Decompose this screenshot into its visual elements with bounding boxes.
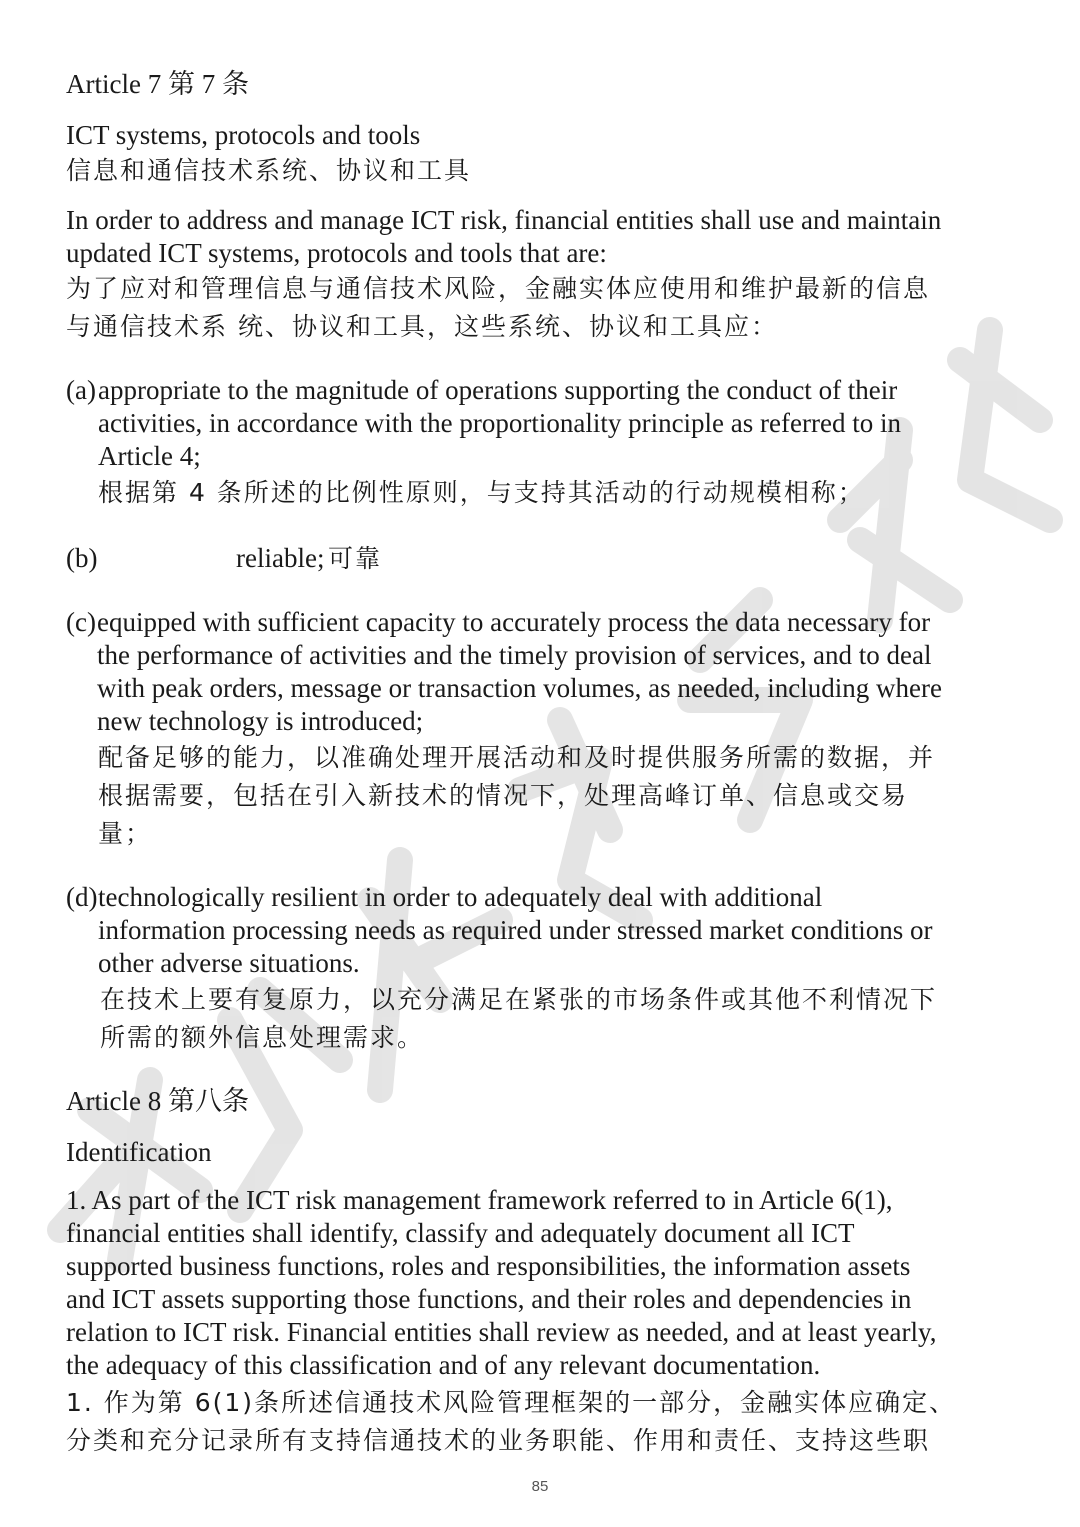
item-d-marker: (d) xyxy=(66,882,98,912)
article-8-para1-en xyxy=(66,1184,936,1382)
item-a-en-line: activities, in accordance with the proportionality principle as referred to in xyxy=(98,408,901,438)
article-7-title-zh: 信息和通信技术系统、协议和工具 xyxy=(66,156,472,185)
para1-en-line: 1. As part of the ICT risk management framework referred to in Article 6(1), xyxy=(66,1185,893,1215)
article-7-heading: Article 7 第 7 条 xyxy=(66,69,249,99)
item-a-en-line: appropriate to the magnitude of operations supporting the conduct of their xyxy=(98,375,898,405)
article-8-title: Identification xyxy=(66,1137,212,1167)
item-b-en: reliable; xyxy=(236,543,325,573)
intro-zh-line: 为了应对和管理信息与通信技术风险，金融实体应使用和维护最新的信息 xyxy=(66,274,931,303)
article-8-para1-zh xyxy=(66,1384,956,1460)
item-a-en-line: Article 4; xyxy=(98,441,201,471)
item-b-zh: 可靠 xyxy=(328,544,383,573)
item-c-zh xyxy=(98,739,935,853)
item-c-zh-line: 配备足够的能力，以准确处理开展活动和及时提供服务所需的数据，并 xyxy=(98,743,936,772)
para1-en-line: financial entities shall identify, classify and adequately document all ICT xyxy=(66,1218,855,1248)
intro-en-line: In order to address and manage ICT risk, financial entities shall use and maintain xyxy=(66,205,942,235)
item-c-zh-line: 根据需要，包括在引入新技术的情况下，处理高峰订单、信息或交易 xyxy=(98,781,909,810)
item-c-en-line: with peak orders, message or transaction volumes, as needed, including where xyxy=(97,673,942,703)
item-c-zh-line: 量； xyxy=(98,819,153,848)
item-c-en-line: equipped with sufficient capacity to accurately process the data necessary for xyxy=(97,607,931,637)
article-7-title-en: ICT systems, protocols and tools xyxy=(66,120,421,150)
para1-en-line: relation to ICT risk. Financial entities shall review as needed, and at least yearly, xyxy=(66,1317,937,1347)
item-c-en-line: the performance of activities and the timely provision of services, and to deal xyxy=(97,640,932,670)
item-a-marker: (a) xyxy=(66,375,96,405)
item-d-en-line: other adverse situations. xyxy=(98,948,360,978)
item-b-marker: (b) xyxy=(66,543,98,573)
page-number: 85 xyxy=(531,1478,549,1495)
intro-en-line: updated ICT systems, protocols and tools that are: xyxy=(66,238,607,268)
article-8-heading: Article 8 第八条 xyxy=(66,1086,249,1116)
para1-zh-line: 分类和充分记录所有支持信通技术的业务职能、作用和责任、支持这些职 xyxy=(66,1426,931,1455)
item-d-zh-line: 在技术上要有复原力，以充分满足在紧张的市场条件或其他不利情况下 xyxy=(100,985,938,1014)
item-d-en xyxy=(98,881,933,980)
para1-en-line: the adequacy of this classification and of any relevant documentation. xyxy=(66,1350,821,1380)
article-7-intro-zh xyxy=(66,270,930,346)
item-c-en xyxy=(97,606,942,738)
para1-en-line: and ICT assets supporting those functions, and their roles and dependencies in xyxy=(66,1284,912,1314)
item-a-zh: 根据第 4 条所述的比例性原则，与支持其活动的行动规模相称； xyxy=(98,478,865,507)
para1-en-line: supported business functions, roles and responsibilities, the information assets xyxy=(66,1251,911,1281)
article-7-intro-en xyxy=(66,204,941,270)
item-d-en-line: technologically resilient in order to adequately deal with additional xyxy=(98,882,823,912)
item-a-en xyxy=(98,374,901,473)
item-d-zh xyxy=(100,981,937,1057)
para1-zh-line: 1. 作为第 6(1)条所述信通技术风险管理框架的一部分，金融实体应确定、 xyxy=(66,1388,957,1417)
item-c-en-line: new technology is introduced; xyxy=(97,706,424,736)
item-d-zh-line: 所需的额外信息处理需求。 xyxy=(100,1023,425,1052)
intro-zh-line: 与通信技术系 统、协议和工具，这些系统、协议和工具应： xyxy=(66,312,778,341)
item-c-marker: (c) xyxy=(66,607,96,637)
item-d-en-line: information processing needs as required under stressed market conditions or xyxy=(98,915,933,945)
